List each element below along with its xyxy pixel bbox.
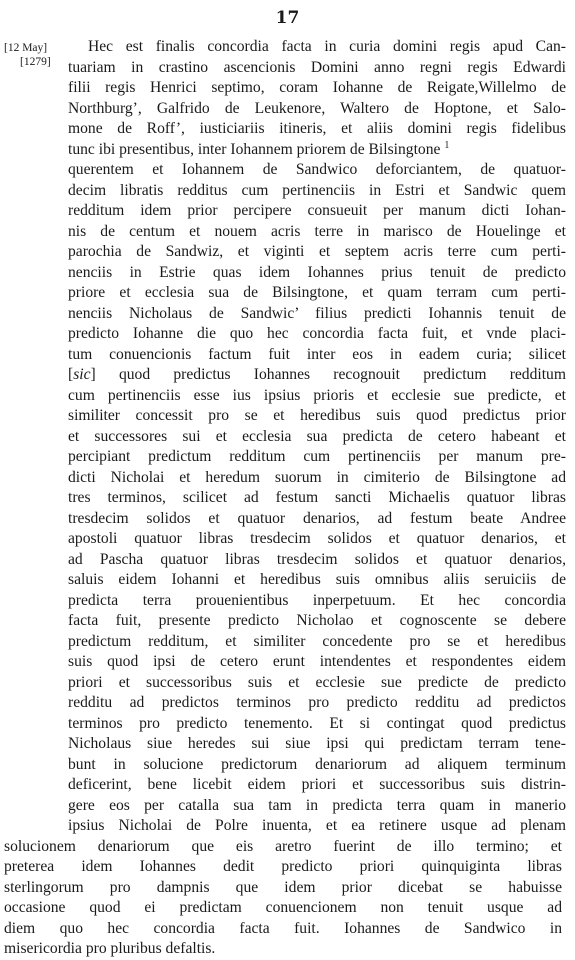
text-line: mone de Roff’, iusticiariis itineris, et aliis domini regis fidelibus bbox=[68, 120, 566, 137]
text-line: bunt in solucione predictorum denariorum ad aliquem terminum bbox=[68, 755, 566, 773]
text-line: priori et successoribus suis et ecclesie sue predicte de predicto bbox=[68, 673, 566, 691]
text-line: querentem et Iohannem de Sandwico deforciantem, de quatuor- bbox=[68, 161, 566, 178]
text-line: apostoli quatuor libras tresdecim solidos et quatuor denarios, et bbox=[68, 530, 566, 547]
text-line: gere eos per catalla sua tam in predicta terra quam in manerio bbox=[68, 796, 566, 814]
text-line: Northburg’, Galfrido de Leukenore, Waltero de Hoptone, et Salo- bbox=[68, 99, 566, 117]
footnote-marker: 1 bbox=[444, 139, 450, 151]
text-line: ipsius Nicholai de Polre inuenta, et ea retinere usque ad plenam bbox=[68, 817, 566, 834]
text-line: solucionem denariorum que eis aretro fuerint de illo termino; et bbox=[4, 837, 562, 855]
text-line: ad Pascha quatuor libras tresdecim solidos et quatuor denarios, bbox=[68, 550, 566, 568]
text-line: nenciis Nicholaus de Sandwic’ filius predicti Iohannis tenuit de bbox=[68, 304, 566, 322]
text-line: preterea idem Iohannes dedit predicto priori quinquiginta libras bbox=[4, 858, 562, 875]
text-line: redditum idem prior percipere consueuit per manum dicti Iohan- bbox=[68, 202, 566, 219]
text-line: sterlingorum pro dampnis que idem prior dicebat se habuisse bbox=[4, 878, 562, 896]
text-line: tum conuencionis factum fuit inter eos in eadem curia; silicet bbox=[68, 345, 566, 363]
margin-year-note: [1279] bbox=[20, 56, 51, 68]
text-line-body: tunc ibi presentibus, inter Iohannem priorem de Bilsingtone bbox=[68, 140, 441, 158]
text-line: tresdecim solidos et quatuor denarios, ad festum beate Andree bbox=[68, 509, 566, 527]
text-line: tres terminos, scilicet ad festum sancti Michaelis quatuor libras bbox=[68, 489, 566, 506]
sic-marker: sic bbox=[73, 366, 91, 383]
text-line: nis de centum et nouem acris terre in marisco de Houelinge et bbox=[68, 222, 566, 240]
text-line: nenciis in Estrie quas idem Iohannes prius tenuit de predicto bbox=[68, 263, 566, 281]
text-line: dicti Nicholai et heredum suorum in cimiterio de Bilsingtone ad bbox=[68, 468, 566, 486]
text-line: tuariam in crastino ascencionis Domini anno regni regis Edwardi bbox=[68, 58, 566, 76]
text-line: priore et ecclesia sua de Bilsingtone, et quam terram cum perti- bbox=[68, 284, 566, 301]
page-number: 17 bbox=[275, 8, 300, 28]
text-line: filii regis Henrici septimo, coram Iohanne de Reigate,Willelmo de bbox=[68, 79, 566, 96]
charter-text bbox=[0, 37, 575, 960]
text-line: decim libratis redditus cum pertinenciis in Estri et Sandwic quem bbox=[68, 181, 566, 199]
text-line: misericordia pro pluribus defaltis. bbox=[4, 940, 216, 957]
text-line: deficerint, bene licebit eidem priori et successoribus suis distrin- bbox=[68, 776, 566, 793]
text-line: similiter concessit pro se et heredibus suis quod predictus prior bbox=[68, 407, 566, 424]
text-line: et successores sui et ecclesia sua predicta de cetero habeant et bbox=[68, 427, 566, 445]
text-line-with-footnote bbox=[0, 140, 575, 161]
text-line: predicta terra prouenientibus inperpetuum. Et hec concordia bbox=[68, 591, 566, 609]
margin-date-note: [12 May] bbox=[4, 42, 48, 54]
text-line: Hec est finalis concordia facta in curia domini regis apud Can- bbox=[88, 38, 566, 55]
text-line: occasione quod ei predictam conuencionem non tenuit usque ad bbox=[4, 899, 562, 916]
text-line: cum pertinenciis esse ius ipsius prioris et ecclesie sue predicte, et bbox=[68, 386, 566, 404]
text-line: predictum redditum, et similiter concedente pro se et heredibus bbox=[68, 632, 566, 650]
text-line: facta fuit, presente predicto Nicholao et cognoscente se debere bbox=[68, 612, 566, 629]
text-line: terminos pro predicto tenemento. Et si contingat quod predictus bbox=[68, 714, 566, 732]
text-line: Nicholaus siue heredes sui siue ipsi qui predictam terram tene- bbox=[68, 735, 566, 752]
text-line: suis quod ipsi de cetero erunt intendentes et respondentes eidem bbox=[68, 653, 566, 670]
text-line: diem quo hec concordia facta fuit. Iohannes de Sandwico in bbox=[4, 919, 562, 937]
text-line-sic: [sic] quod predictus Iohannes recognouit predictum redditum bbox=[68, 366, 566, 383]
text-line: saluis eidem Iohanni et heredibus suis omnibus aliis seruiciis de bbox=[68, 571, 566, 588]
text-line: redditu ad predictos terminos pro predicto redditu ad predictos bbox=[68, 694, 566, 711]
text-line: percipiant predictum redditum cum pertinenciis per manum pre- bbox=[68, 448, 566, 465]
text-line: predicto Iohanne die quo hec concordia facta fuit, et vnde placi- bbox=[68, 325, 566, 342]
text-line: parochia de Sandwiz, et viginti et septem acris terre cum perti- bbox=[68, 243, 566, 260]
